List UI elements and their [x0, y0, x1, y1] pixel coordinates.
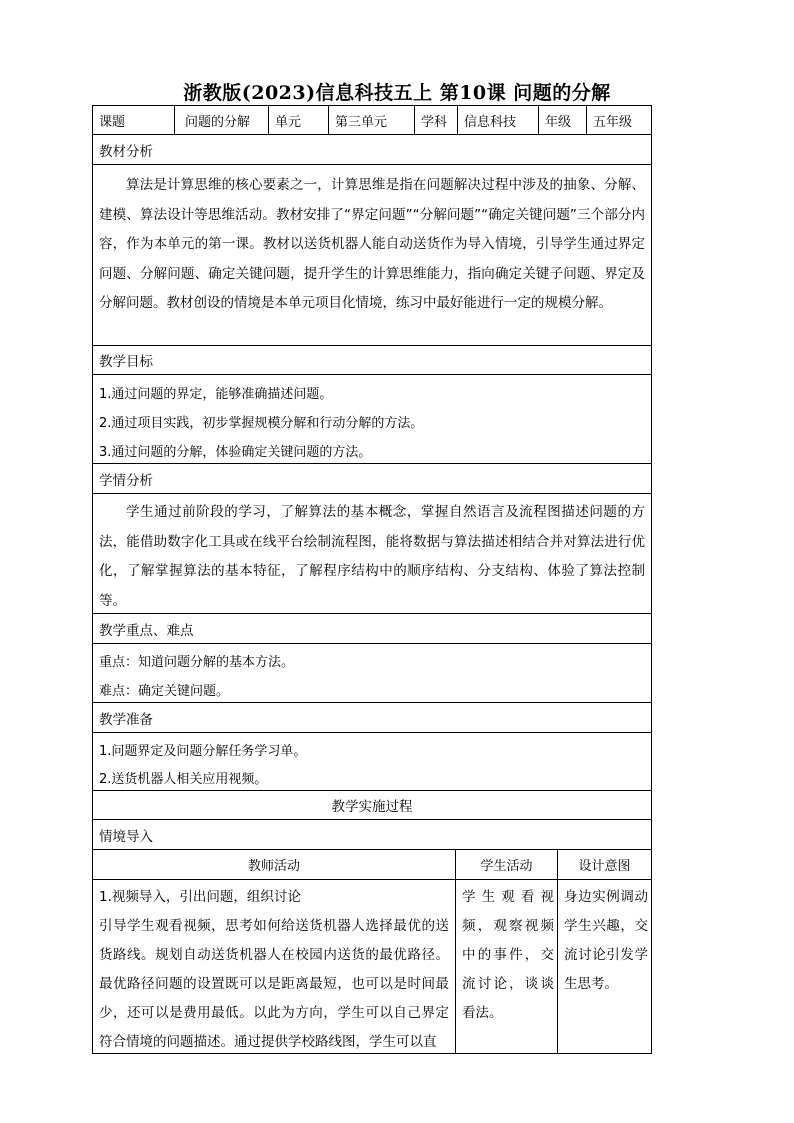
learner-label-row	[93, 463, 651, 493]
student-activity-text: 学生观看视频，观察视频中的事件，交流讨论，谈谈看法。	[462, 889, 554, 1021]
process-label-row	[93, 790, 651, 819]
discipline-label: 学科	[414, 106, 457, 135]
analysis-label: 教材分析	[99, 143, 153, 160]
intro-label-row	[93, 819, 651, 849]
prep-label: 教学准备	[99, 711, 153, 728]
lesson-plan-table	[92, 105, 652, 1054]
difficulty-point: 难点：确定关键问题。	[99, 684, 230, 699]
header-row	[93, 106, 651, 135]
grade-label: 年级	[538, 106, 586, 135]
activity-header-row	[93, 849, 651, 879]
analysis-text: 算法是计算思维的核心要素之一，计算思维是指在问题解决过程中涉及的抽象、分解、建模、算法设计等思维活动。教材安排了“界定问题”“分解问题”“确定关键问题”三个部分内容，作为本单元的第一课。教材以送货机器人能自动送货作为导入情境，引导学生通过界定问题、分解问题、确定关键问题，提升学生的计算思维能力，指向确定关键子问题、界定及分解问题。教材创设的情境是本单元项目化情境，练习中最好能进行一定的规模分解。	[99, 177, 645, 311]
goal-item-1: 1.通过问题的界定，能够准确描述问题。	[99, 387, 333, 402]
learner-label: 学情分析	[99, 472, 153, 489]
design-intent-header: 设计意图	[557, 850, 651, 879]
activity-body-row	[93, 879, 651, 1054]
unit-value: 第三单元	[328, 106, 414, 135]
prep-item-1: 1.问题界定及问题分解任务学习单。	[99, 744, 307, 759]
key-label: 教学重点、难点	[99, 622, 194, 639]
document-title: 浙教版(2023)信息科技五上 第10课 问题的分解	[183, 82, 611, 104]
goals-label: 教学目标	[99, 354, 153, 370]
learner-text-row	[93, 493, 651, 613]
goals-label-row	[93, 345, 651, 374]
prep-label-row	[93, 702, 651, 732]
goal-item-3: 3.通过问题的分解，体验确定关键问题的方法。	[99, 445, 372, 460]
subject-label: 课题	[99, 115, 126, 130]
grade-value: 五年级	[586, 106, 651, 135]
design-intent-cell	[557, 880, 651, 1054]
goals-row	[93, 374, 651, 463]
unit-label: 单元	[268, 106, 328, 135]
key-points-row	[93, 643, 651, 702]
process-label: 教学实施过程	[331, 799, 413, 815]
design-intent-text: 身边实例调动学生兴趣，交流讨论引发学生思考。	[564, 889, 648, 992]
teacher-activity-title: 1.视频导入，引出问题，组织讨论	[99, 889, 301, 905]
student-activity-cell	[455, 880, 557, 1054]
prep-item-2: 2.送货机器人相关应用视频。	[99, 772, 268, 787]
teacher-activity-cell	[93, 880, 455, 1054]
analysis-text-row	[93, 164, 651, 345]
learner-text: 学生通过前阶段的学习，了解算法的基本概念，掌握自然语言及流程图描述问题的方法，能借助数字化工具或在线平台绘制流程图，能将数据与算法描述相结合并对算法进行优化，了解掌握算法的基本特征，了解程序结构中的顺序结构、分支结构、体验了算法控制等。	[99, 504, 645, 609]
intro-label: 情境导入	[99, 828, 153, 845]
analysis-label-row	[93, 134, 651, 164]
student-activity-header: 学生活动	[455, 850, 557, 879]
goal-item-2: 2.通过项目实践，初步掌握规模分解和行动分解的方法。	[99, 416, 424, 431]
subject-value: 问题的分解	[174, 106, 268, 135]
teacher-activity-text: 引导学生观看视频，思考如何给送货机器人选择最优的送货路线。规划自动送货机器人在校园内送货的最优路径。最优路径问题的设置既可以是距离最短，也可以是时间最少，还可以是费用最低。以此为方向，学生可以自己界定符合情境的问题描述。通过提供学校路线图，学生可以直	[99, 918, 449, 1050]
discipline-value: 信息科技	[457, 106, 538, 135]
teacher-activity-header: 教师活动	[247, 859, 300, 874]
key-point: 重点：知道问题分解的基本方法。	[99, 655, 295, 670]
prep-row	[93, 732, 651, 790]
key-label-row	[93, 613, 651, 643]
